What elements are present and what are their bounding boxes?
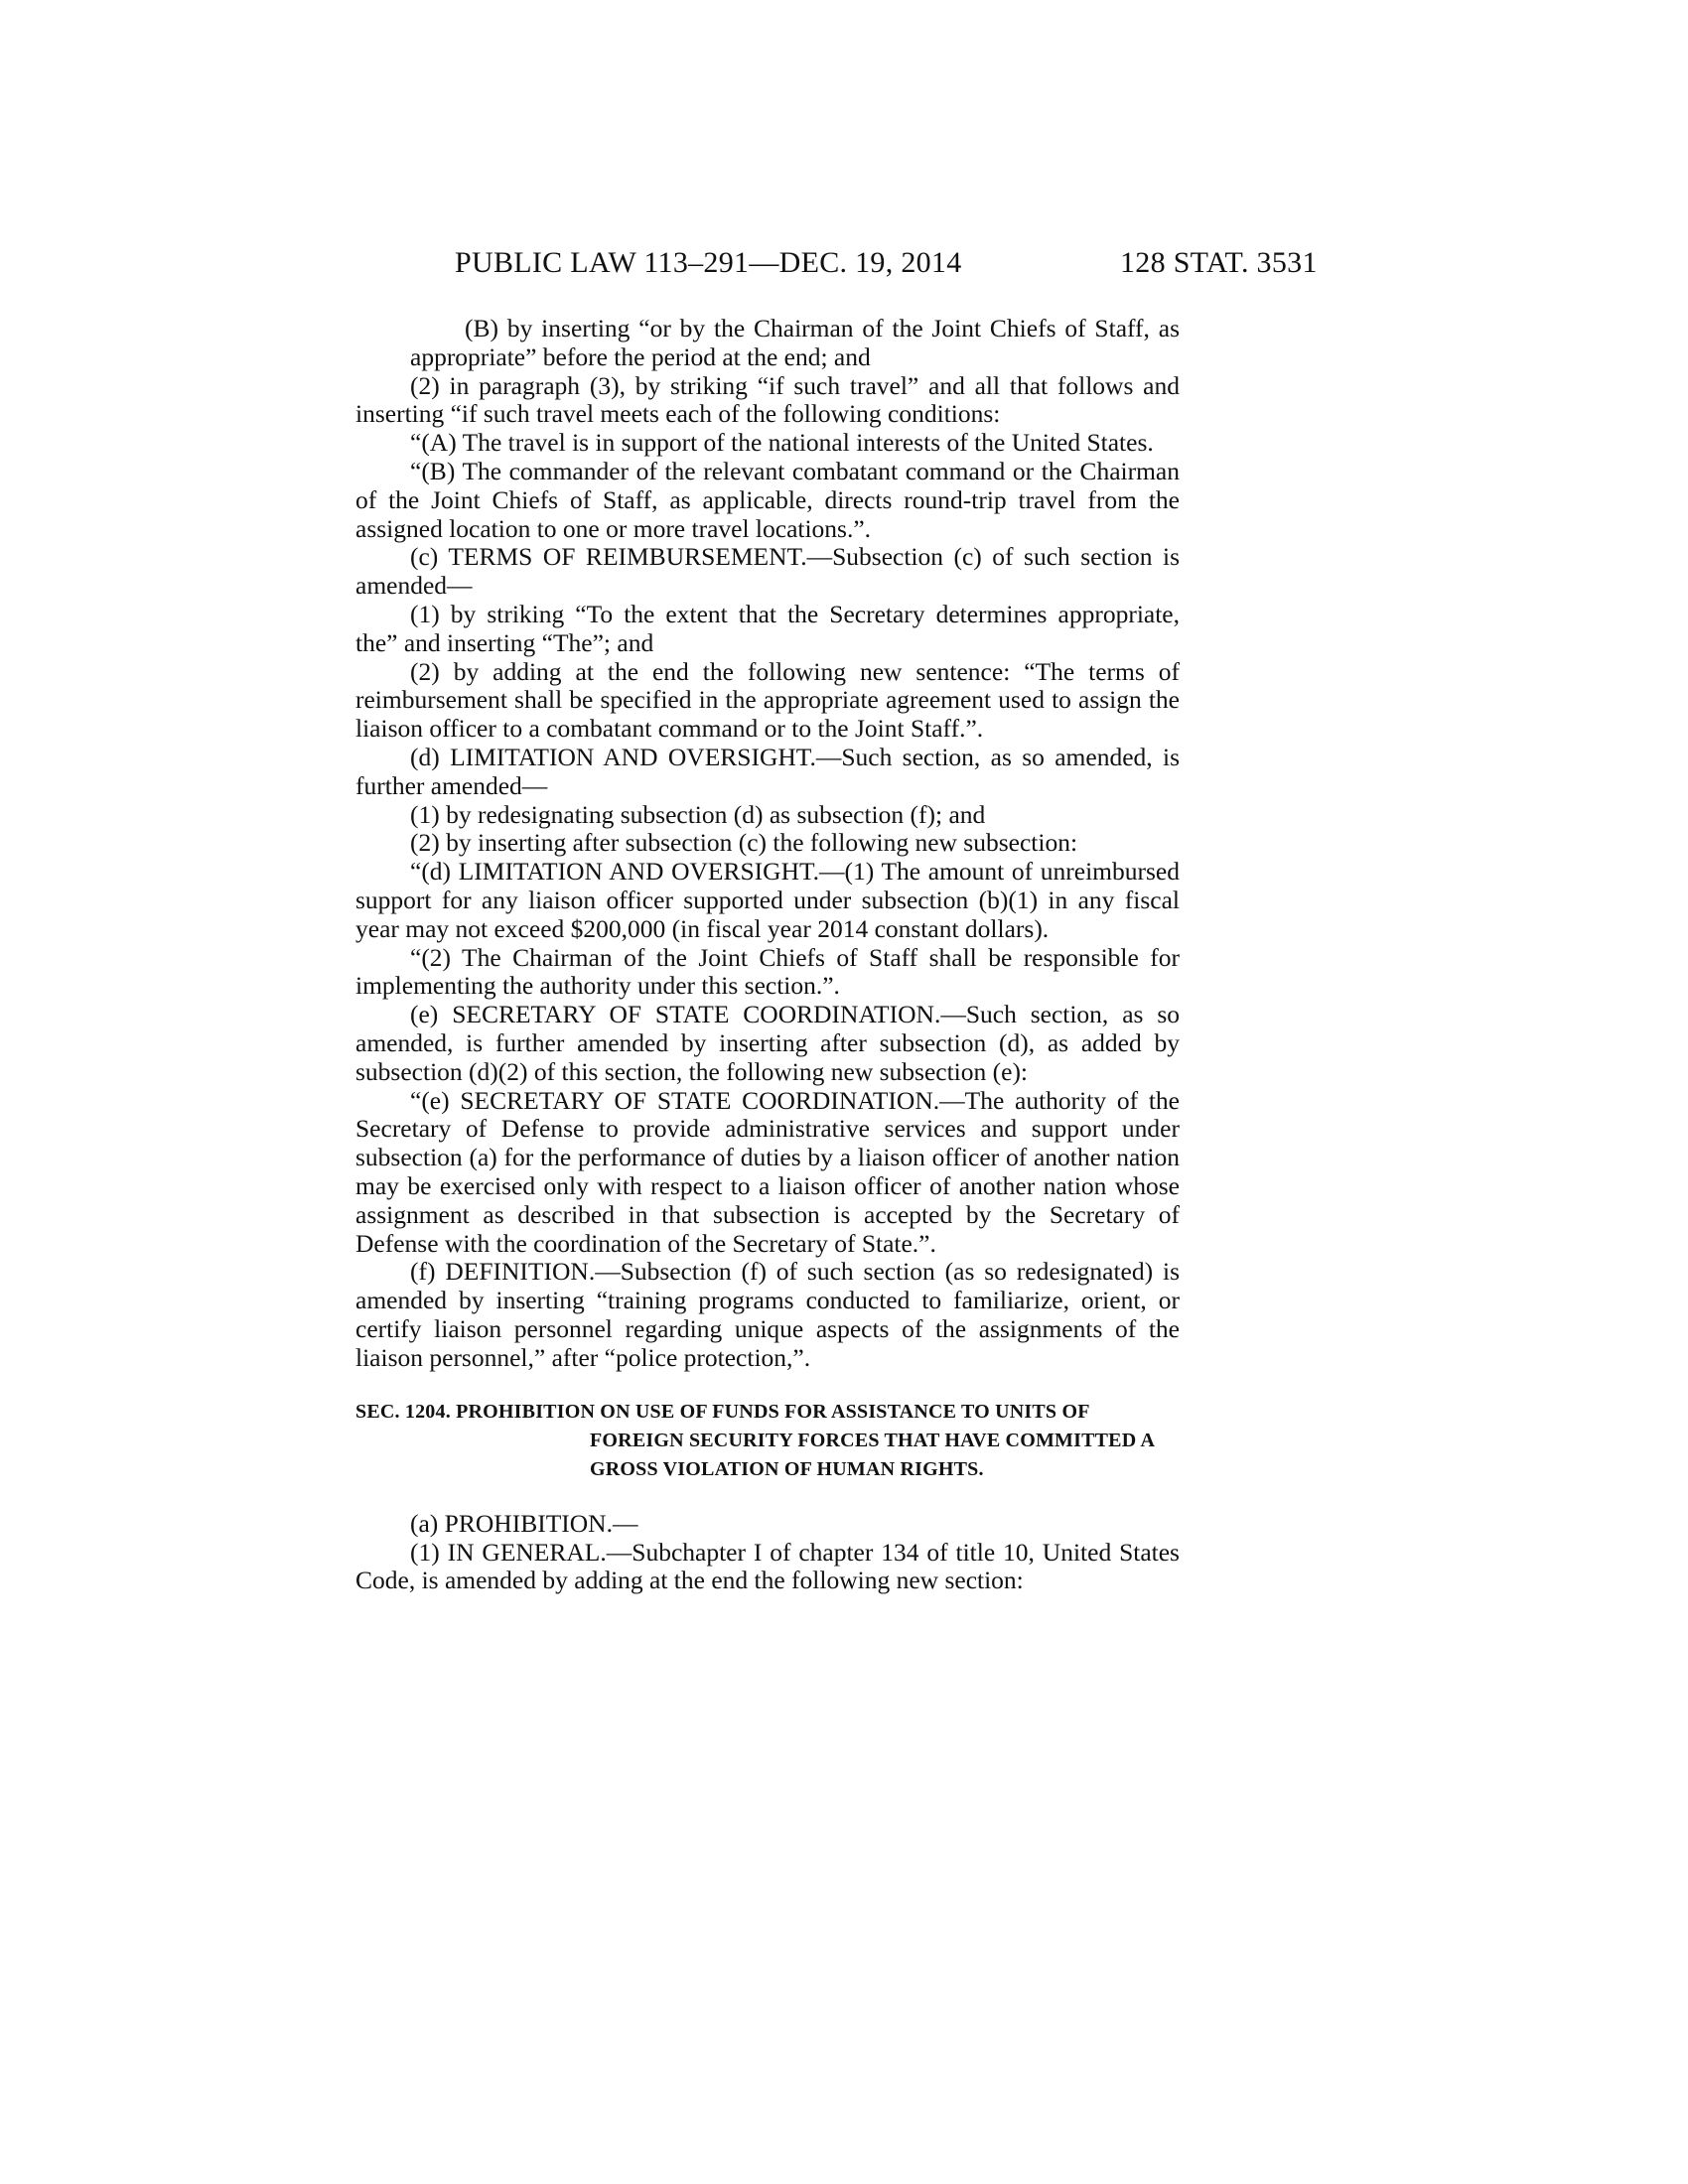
paragraph-2: (2) in paragraph (3), by striking “if such travel” and all that follows and inserting “if such travel meets each of the following conditions: <box>355 370 1180 429</box>
document-body <box>355 315 1180 1595</box>
subsection-c-1: (1) by striking “To the extent that the Secretary determines appropriate, the” and inserting “The”; and <box>355 599 1180 657</box>
subsection-d-2: (2) by inserting after subsection (c) the following new subsection: <box>410 828 1078 858</box>
paragraph-quoted-b: “(B) The commander of the relevant combatant command or the Chairman of the Joint Chiefs of Staff, as applicable, directs round-trip travel from the assigned location to one or more travel locations.”. <box>355 456 1180 543</box>
quoted-subsection-d-2: “(2) The Chairman of the Joint Chiefs of Staff shall be responsible for implementing the authority under this section.”. <box>355 942 1180 1001</box>
quoted-subsection-d: “(d) LIMITATION AND OVERSIGHT.—(1) The amount of unreimbursed support for any liaison officer supported under subsection (b)(1) in any fiscal year may not exceed $200,000 (in fiscal year 2014 constant dollars). <box>355 857 1180 943</box>
running-header-stat: 128 STAT. 3531 <box>1120 246 1318 279</box>
subsection-c-2: (2) by adding at the end the following new sentence: “The terms of reimbursement shall be specified in the appropriate agreement used to assign the liaison officer to a combatant command or to the Joint Staff.”. <box>355 656 1180 744</box>
subsection-f: (f) DEFINITION.—Subsection (f) of such section (as so redesignated) is amended by inserting “training programs conducted to familiarize, orient, or certify liaison personnel regarding unique aspects of the assignments of the liaison personnel,” after “police protection,”. <box>355 1257 1180 1372</box>
section-heading: SEC. 1204. PROHIBITION ON USE OF FUNDS FOR ASSISTANCE TO UNITS OF FOREIGN SECURITY FORCES THAT HAVE COMMITTED A GROSS VIOLATION OF HUMAN RIGHTS. <box>355 1401 1154 1481</box>
subsection-e: (e) SECRETARY OF STATE COORDINATION.—Such section, as so amended, is further amended by inserting after subsection (d), as added by subsection (d)(2) of this section, the following new subsection (e): <box>355 1000 1180 1086</box>
paragraph-quoted-a: “(A) The travel is in support of the national interests of the United States. <box>410 428 1154 458</box>
subsection-a-prohibition: (a) PROHIBITION.— <box>410 1508 638 1538</box>
subsection-a-1-in-general: (1) IN GENERAL.—Subchapter I of chapter 134 of title 10, United States Code, is amended by adding at the end the following new section: <box>355 1537 1180 1595</box>
running-header-law: PUBLIC LAW 113–291—DEC. 19, 2014 <box>455 246 962 279</box>
paragraph-1b: (B) by inserting “or by the Chairman of the Joint Chiefs of Staff, as appropriate” before the period at the end; and <box>410 314 1180 371</box>
subsection-d-1: (1) by redesignating subsection (d) as subsection (f); and <box>410 799 986 829</box>
subsection-c: (c) TERMS OF REIMBURSEMENT.—Subsection (c) of such section is amended— <box>355 542 1180 601</box>
subsection-d: (d) LIMITATION AND OVERSIGHT.—Such section, as so amended, is further amended— <box>355 742 1180 800</box>
quoted-subsection-e: “(e) SECRETARY OF STATE COORDINATION.—The authority of the Secretary of Defense to provide administrative services and support under subsection (a) for the performance of duties by a liaison officer of another nation may be exercised only with respect to a liaison officer of another nation whose assignment as described in that subsection is accepted by the Secretary of Defense with the coordination of the Secretary of State.”. <box>355 1085 1180 1258</box>
